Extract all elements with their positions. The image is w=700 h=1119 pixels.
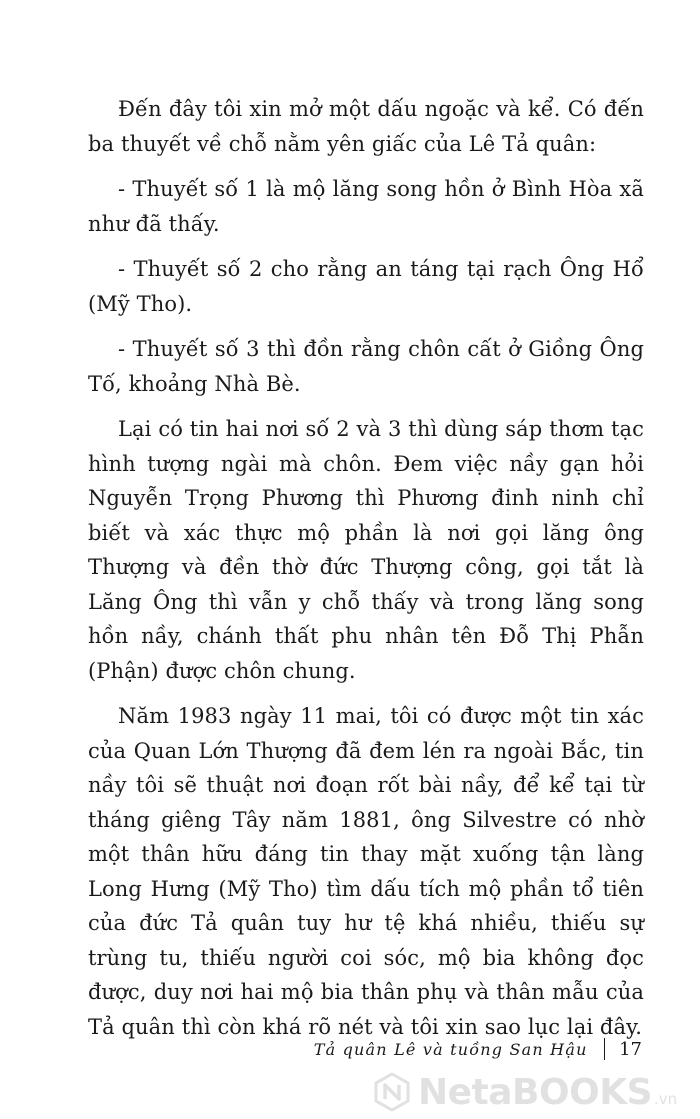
netabooks-logo-icon: [372, 1072, 412, 1112]
paragraph-intro: Đến đây tôi xin mở một dấu ngoặc và kể. Có đến ba thuyết về chỗ nằm yên giấc của Lê Tả quân:: [88, 97, 644, 156]
footer-divider: [604, 1038, 606, 1060]
paragraph-theory-1: - Thuyết số 1 là mộ lăng song hồn ở Bình Hòa xã như đã thấy.: [88, 177, 644, 236]
page-body: [88, 92, 644, 1055]
paragraph-theory-2: - Thuyết số 2 cho rằng an táng tại rạch Ông Hổ (Mỹ Tho).: [88, 257, 644, 316]
running-title: Tả quân Lê và tuồng San Hậu: [313, 1039, 588, 1059]
watermark-tld: .vn: [654, 1090, 678, 1108]
watermark: [372, 1070, 677, 1114]
paragraph-rumor: Lại có tin hai nơi số 2 và 3 thì dùng sáp thơm tạc hình tượng ngài mà chôn. Đem việc nầy gạn hỏi Nguyễn Trọng Phương thì Phương đinh ninh chỉ biết và xác thực mộ phần là nơi gọi lăng ông Thượng và đền thờ đức Thượng công, gọi tắt là Lăng Ông thì vẫn y chỗ thấy và trong lăng song hồn nầy, chánh thất phu nhân tên Đỗ Thị Phẫn (Phận) được chôn chung.: [88, 417, 644, 683]
page-number: 17: [619, 1038, 642, 1060]
watermark-text: NetaBOOKS: [418, 1071, 653, 1113]
paragraph-1983: Năm 1983 ngày 11 mai, tôi có được một tin xác của Quan Lớn Thượng đã đem lén ra ngoài Bắc, tin nầy tôi sẽ thuật nơi đoạn rốt bài nầy, để kể tại từ tháng giêng Tây năm 1881, ông Silvestre có nhờ một thân hữu đáng tin thay mặt xuống tận làng Long Hưng (Mỹ Tho) tìm dấu tích mộ phần tổ tiên của đức Tả quân tuy hư tệ khá nhiều, thiếu sự trùng tu, thiếu người coi sóc, mộ bia không đọc được, duy nơi hai mộ bia thân phụ và thân mẫu của Tả quân thì còn khá rõ nét và tôi xin sao lục lại đây.: [88, 704, 644, 1039]
paragraph-theory-3: - Thuyết số 3 thì đồn rằng chôn cất ở Giồng Ông Tố, khoảng Nhà Bè.: [88, 337, 644, 396]
page-footer: [314, 1036, 642, 1062]
